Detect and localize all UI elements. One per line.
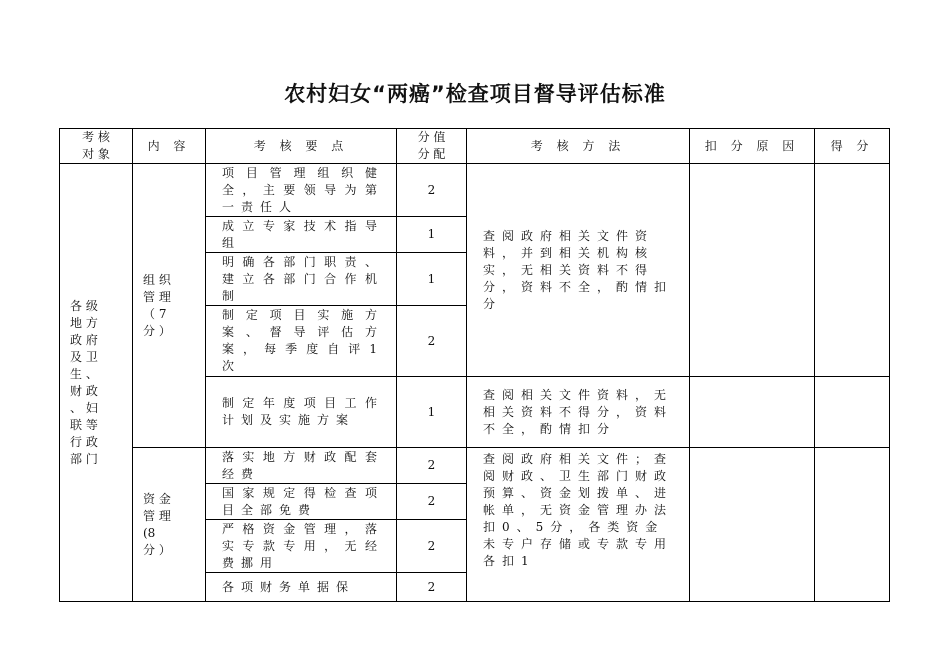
deduction-reason-cell[interactable] — [690, 448, 815, 602]
method-cell-plan: 查阅相关文件资料，无相关资料不得分，资料不全，酌情扣分 — [467, 377, 690, 448]
score-cell[interactable] — [815, 164, 890, 377]
score-cell[interactable] — [815, 448, 890, 602]
evaluation-table — [59, 128, 890, 602]
header-score: 得 分 — [815, 129, 890, 164]
point-cell: 成立专家技术指导组 — [206, 217, 397, 253]
score-allocation-cell: 2 — [397, 520, 467, 573]
table-row — [60, 448, 890, 484]
point-cell: 严格资金管理，落实专款专用，无经费挪用 — [206, 520, 397, 573]
assessment-object-cell: 各 级 地 方 政 府 及 卫 生 、 财 政 、 妇 联 等 行 政 部 门 — [60, 164, 133, 602]
method-cell-funds: 查阅政府相关文件；查阅财政、卫生部门财政预算、资金划拨单、进帐单，无资金管理办法扣0、5分，各类资金未专户存储或专款专用各扣1 — [467, 448, 690, 602]
score-allocation-cell: 2 — [397, 306, 467, 377]
header-deduction-reason: 扣 分 原 因 — [690, 129, 815, 164]
header-object: 考 核 对 象 — [60, 129, 133, 164]
header-row — [60, 129, 890, 164]
point-cell: 各项财务单据保 — [206, 573, 397, 602]
score-allocation-cell: 1 — [397, 377, 467, 448]
header-score-allocation: 分 值 分 配 — [397, 129, 467, 164]
method-cell-organization: 查阅政府相关文件资料，并到相关机构核实，无相关资料不得分，资料不全，酌情扣分 — [467, 164, 690, 377]
content-group-organization: 组 织 管 理 （ 7 分 ） — [133, 164, 206, 448]
point-cell: 明确各部门职责、建立各部门合作机制 — [206, 253, 397, 306]
point-cell: 项目管理组织健全，主要领导为第一责任人 — [206, 164, 397, 217]
table-row — [60, 164, 890, 217]
score-allocation-cell: 2 — [397, 573, 467, 602]
score-allocation-cell: 2 — [397, 164, 467, 217]
header-method: 考 核 方 法 — [467, 129, 690, 164]
page-title: 农村妇女“两癌”检查项目督导评估标准 — [284, 82, 666, 106]
content-group-funds: 资 金 管 理 (8 分 ） — [133, 448, 206, 602]
score-allocation-cell: 1 — [397, 253, 467, 306]
score-allocation-cell: 2 — [397, 484, 467, 520]
score-allocation-cell: 2 — [397, 448, 467, 484]
deduction-reason-cell[interactable] — [690, 164, 815, 377]
score-allocation-cell: 1 — [397, 217, 467, 253]
point-cell: 制定年度项目工作计划及实施方案 — [206, 377, 397, 448]
header-content: 内 容 — [133, 129, 206, 164]
point-cell: 落实地方财政配套经费 — [206, 448, 397, 484]
point-cell: 制定项目实施方案、督导评估方案，每季度自评1次 — [206, 306, 397, 377]
point-cell: 国家规定得检查项目全部免费 — [206, 484, 397, 520]
deduction-reason-cell[interactable] — [690, 377, 815, 448]
header-points: 考 核 要 点 — [206, 129, 397, 164]
score-cell[interactable] — [815, 377, 890, 448]
